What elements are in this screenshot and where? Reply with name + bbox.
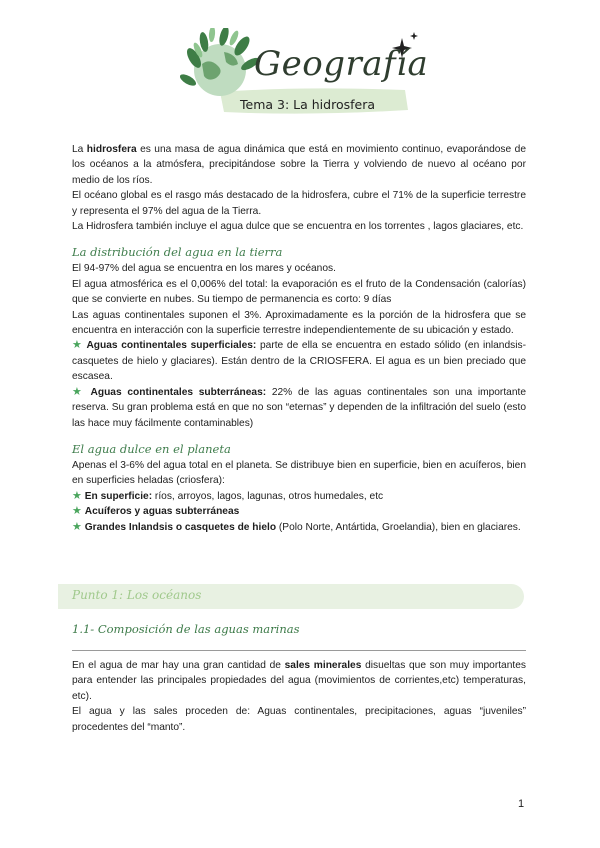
page-title: Geografía bbox=[254, 44, 429, 84]
bullet-en-superficie: ★ En superficie: ríos, arroyos, lagos, lagunas, otros humedales, etc bbox=[72, 489, 384, 502]
subsection-heading: 1.1- Composición de las aguas marinas bbox=[72, 622, 300, 636]
intro-paragraph-2: El océano global es el rasgo más destacado de la hidrosfera, cubre el 71% de la superficie terrestre y representa el 97% del agua de la Tierra. bbox=[72, 190, 526, 217]
topic-subtitle: Tema 3: La hidrosfera bbox=[240, 97, 375, 112]
bullet-acuiferos: ★ Acuíferos y aguas subterráneas bbox=[72, 505, 240, 518]
bullet-aguas-superficiales: ★ Aguas continentales superficiales: parte de ella se encuentra en estado sólido (en inlandsis-casquetes de hielo y glaciares). Están dentro de la CRIOSFERA. El agua es un bien preciado que escasea. bbox=[72, 339, 526, 383]
section-banner bbox=[58, 584, 524, 609]
oceans-content bbox=[72, 658, 526, 735]
star-icon: ★ bbox=[72, 489, 82, 502]
section-heading-distribucion: La distribución del agua en la tierra bbox=[72, 245, 283, 260]
intro-paragraph-3: La Hidrosfera también incluye el agua dulce que se encuentra en los torrentes , lagos glaciares, etc. bbox=[72, 221, 524, 233]
star-icon: ★ bbox=[72, 385, 85, 398]
divider bbox=[72, 650, 526, 651]
distribucion-paragraph-1: El 94-97% del agua se encuentra en los mares y océanos. bbox=[72, 263, 336, 275]
distribucion-paragraph-2: El agua atmosférica es el 0,006% del total: la evaporación es el fruto de la Condensación (calorías) que se convierte en nubes. Su tiempo de permanencia es corto: 9 días bbox=[72, 278, 526, 306]
distribucion-paragraph-3: Las aguas continentales suponen el 3%. Aproximadamente es la porción de la hidrosfera que se encuentra en interacción con la superficie terrestre independientemente de su ubicación y estado. bbox=[72, 309, 526, 337]
star-icon: ★ bbox=[72, 339, 83, 352]
star-icon: ★ bbox=[72, 520, 82, 533]
section-heading-agua-dulce: El agua dulce en el planeta bbox=[72, 441, 231, 456]
banner-title: Punto 1: Los océanos bbox=[72, 588, 202, 602]
star-icon: ★ bbox=[72, 505, 82, 518]
oceans-paragraph-2: El agua y las sales proceden de: Aguas continentales, precipitaciones, aguas “juveniles” procedentes del “manto”. bbox=[72, 706, 526, 733]
bullet-inlandsis: ★ Grandes Inlandsis o casquetes de hielo (Polo Norte, Antártida, Groelandia), bien en glaciares. bbox=[72, 520, 521, 533]
bullet-aguas-subterraneas: ★ Aguas continentales subterráneas: 22% de las aguas continentales son una importante reserva. Su gran problema está en que no son “eternas” y dependen de la infiltración del suelo (esto las hace muy fácilmente contaminables) bbox=[72, 385, 526, 429]
main-content bbox=[72, 142, 526, 535]
intro-paragraph-1: La hidrosfera es una masa de agua dinámica que está en movimiento continuo, evaporándose de los océanos a la atmósfera, precipitándose sobre la Tierra y volviendo de nuevo al océano por medio de los ríos. bbox=[72, 144, 526, 186]
oceans-paragraph-1: En el agua de mar hay una gran cantidad de sales minerales disueltas que son muy importantes para entender las principales propiedades del agua (movimientos de corrientes,etc) temperaturas, etc). bbox=[72, 660, 526, 702]
dulce-paragraph-1: Apenas el 3-6% del agua total en el planeta. Se distribuye bien en superficie, bien en acuíferos, bien en superficies heladas (criosfera): bbox=[72, 459, 526, 487]
page-number: 1 bbox=[518, 798, 525, 810]
